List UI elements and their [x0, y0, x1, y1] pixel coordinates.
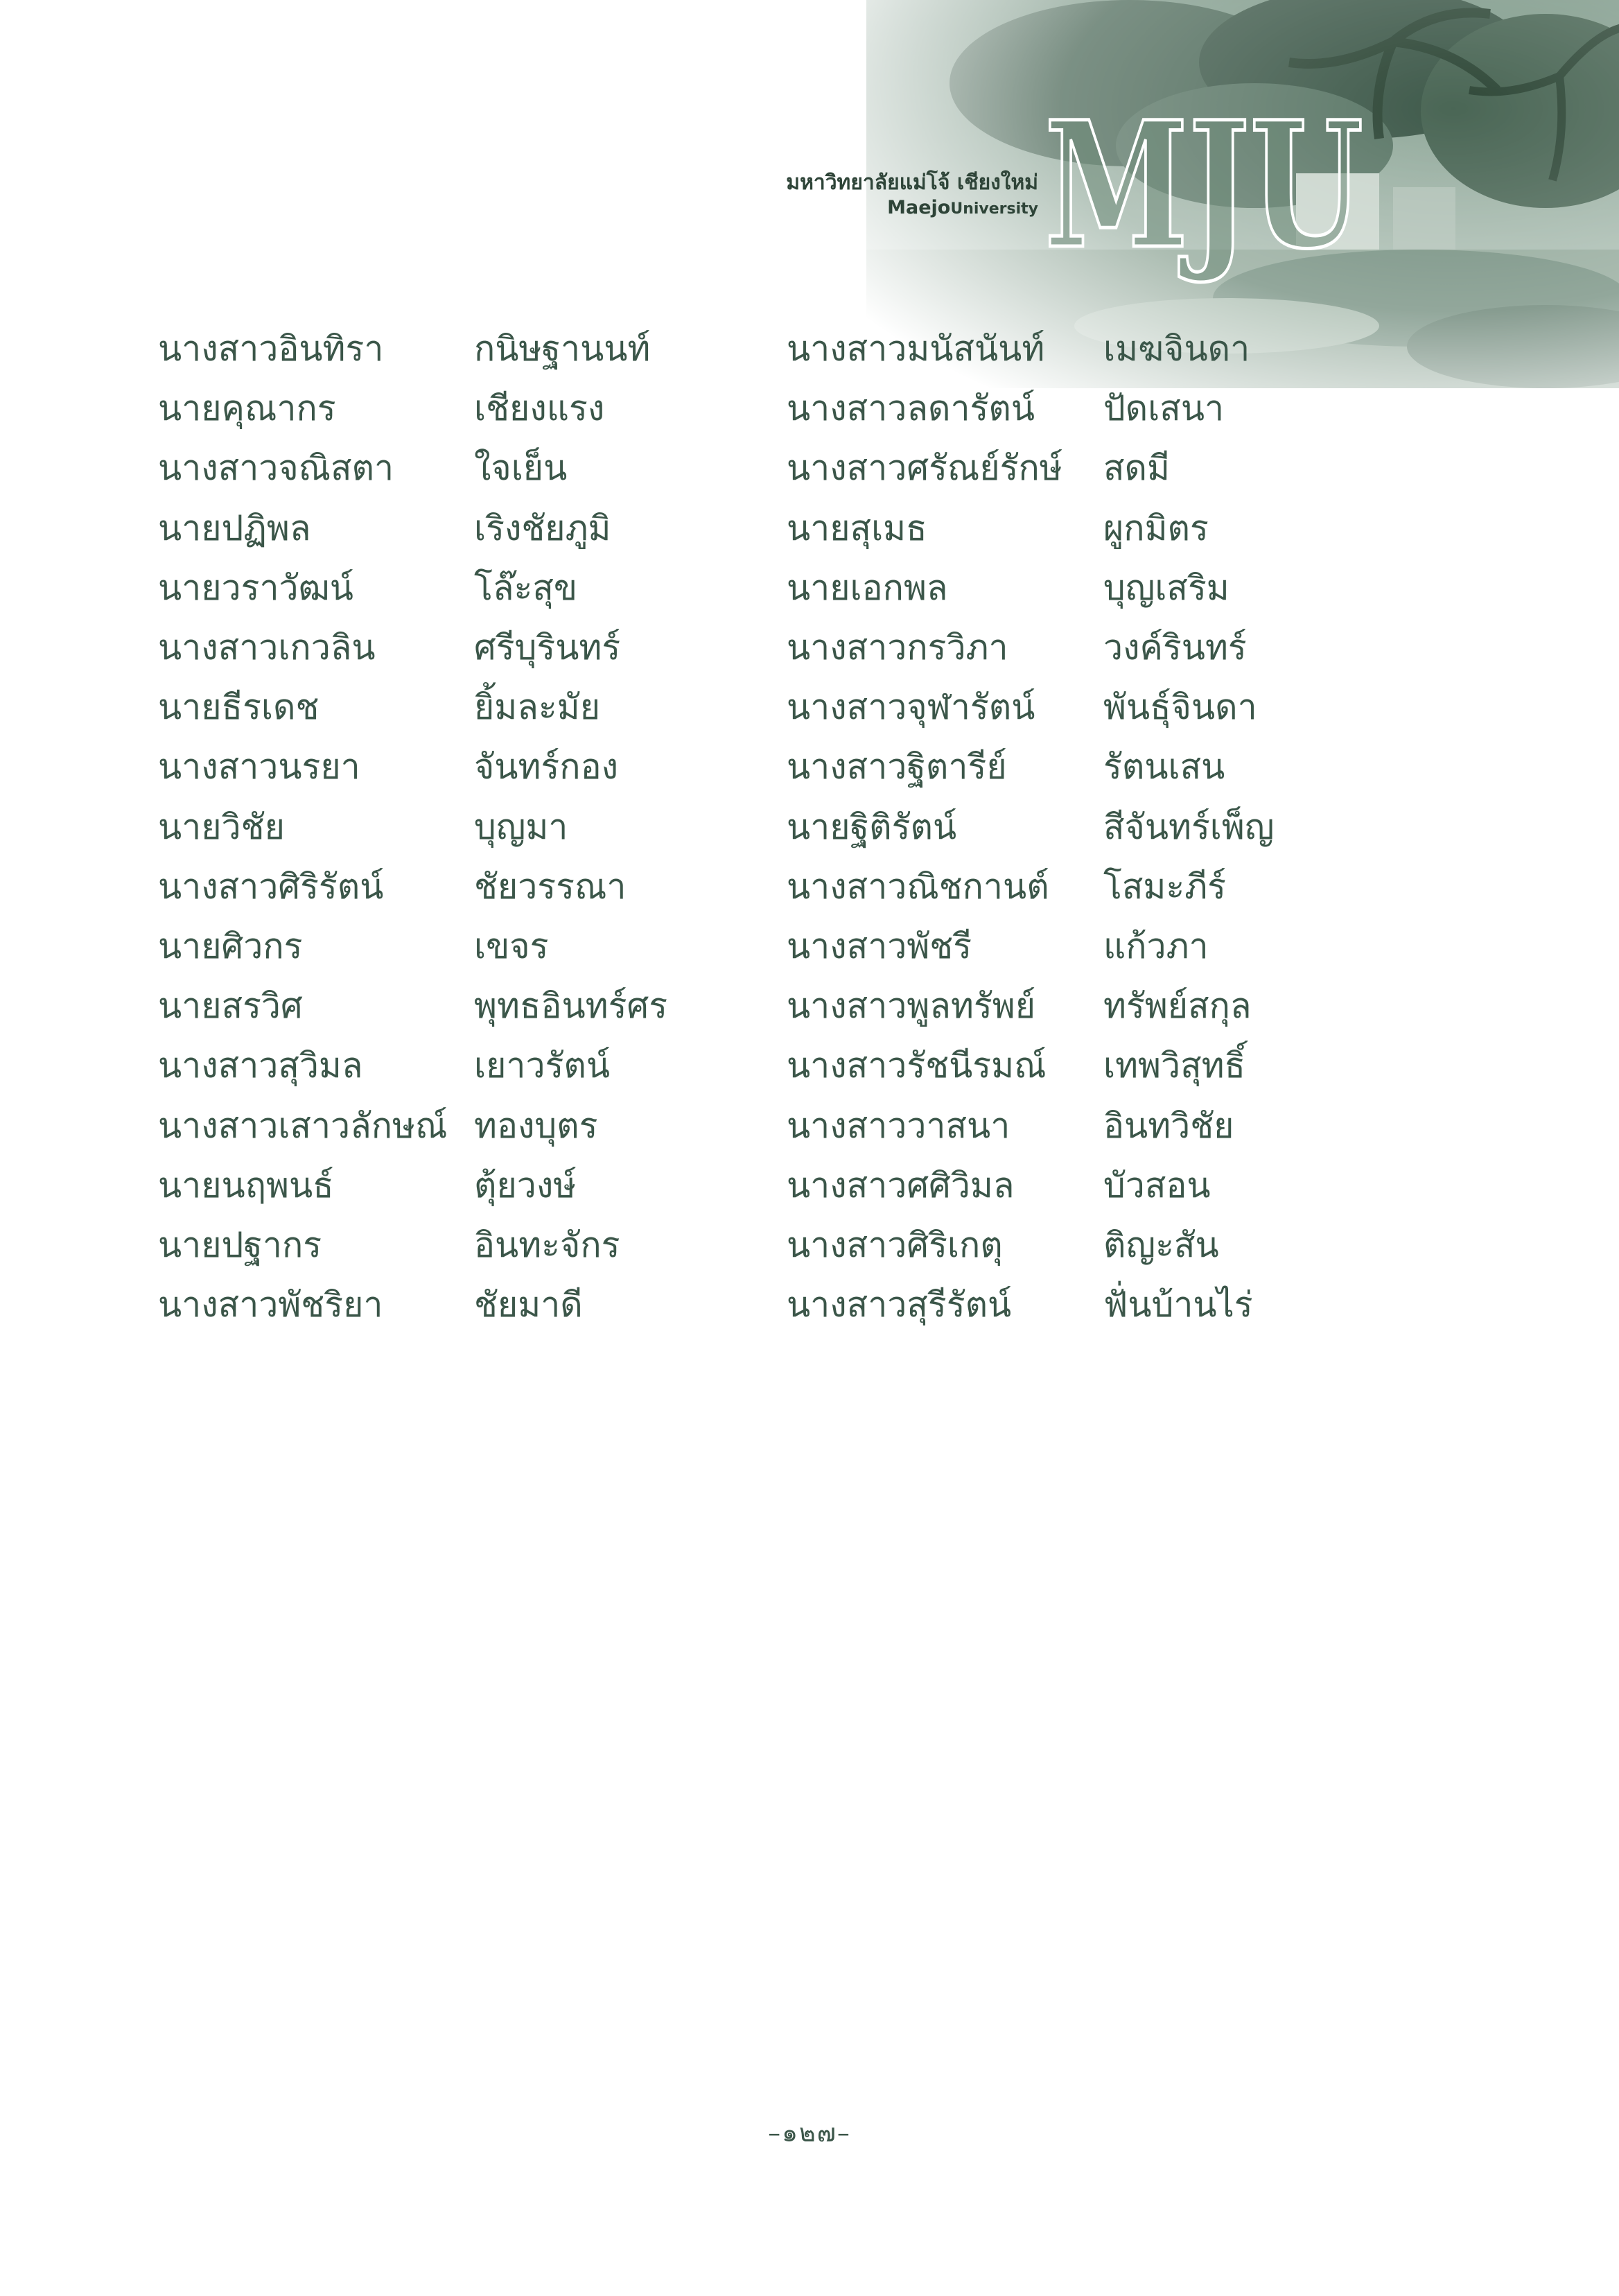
- surname: โล๊ะสุข: [474, 568, 578, 608]
- given-name: นายวราวัฒน์: [158, 568, 353, 608]
- given-name: นายนฤพนธ์: [158, 1165, 334, 1206]
- given-name: นางสาวอินทิรา: [158, 329, 384, 369]
- surname: ตุ้ยวงษ์: [474, 1165, 577, 1206]
- given-name: นางสาวกรวิภา: [787, 627, 1008, 668]
- surname: อินทวิชัย: [1103, 1106, 1234, 1146]
- surname: ปัดเสนา: [1103, 388, 1225, 428]
- given-name: นายเอกพล: [787, 568, 948, 608]
- surname: ศรีบุรินทร์: [474, 627, 621, 668]
- university-name-english-part2: University: [950, 200, 1038, 218]
- given-name: นางสาววาสนา: [787, 1106, 1010, 1146]
- given-name: นางสาวนรยา: [158, 747, 360, 787]
- given-name: นางสาวศิริเกตุ: [787, 1225, 1003, 1265]
- given-name: นางสาวพัชรี: [787, 926, 972, 966]
- given-name: นางสาวศศิวิมล: [787, 1165, 1015, 1206]
- given-name: นายวิชัย: [158, 807, 285, 847]
- mju-logo: [1044, 83, 1363, 287]
- surname: ฟั่นบ้านไร่: [1103, 1285, 1253, 1325]
- svg-text:MJU: MJU: [1044, 83, 1363, 287]
- given-name: นางสาวศรัณย์รักษ์: [787, 448, 1062, 488]
- surname: วงค์รินทร์: [1103, 627, 1247, 668]
- given-name: นายปฏิพล: [158, 508, 311, 548]
- surname: สีจันทร์เพ็ญ: [1103, 807, 1275, 847]
- given-name: นางสาวลดารัตน์: [787, 388, 1035, 428]
- given-name: นายปฐากร: [158, 1225, 322, 1265]
- surname: เยาวรัตน์: [474, 1045, 611, 1086]
- surname: กนิษฐานนท์: [474, 329, 651, 369]
- given-name: นางสาวรัชนีรมณ์: [787, 1045, 1047, 1086]
- given-name: นางสาวจุฬารัตน์: [787, 687, 1035, 727]
- given-name: นางสาวสุวิมล: [158, 1045, 363, 1086]
- given-name: นายสุเมธ: [787, 508, 927, 548]
- page-number: –๑๒๗–: [768, 2119, 851, 2148]
- surname: ทรัพย์สกุล: [1103, 986, 1252, 1026]
- surname: เริงชัยภูมิ: [474, 508, 611, 548]
- surname: รัตนเสน: [1103, 747, 1225, 787]
- university-name-english: [782, 197, 1038, 218]
- surname: ใจเย็น: [474, 448, 568, 488]
- given-name: นายคุณากร: [158, 388, 336, 428]
- surname: ทองบุตร: [474, 1106, 598, 1146]
- surname: เขจร: [474, 926, 549, 966]
- given-name: นางสาวฐิตารีย์: [787, 747, 1007, 787]
- surname: พุทธอินทร์ศร: [474, 986, 668, 1026]
- surname: บุญเสริม: [1103, 568, 1229, 608]
- surname: เชียงแรง: [474, 388, 605, 428]
- given-name: นางสาวจณิสตา: [158, 448, 394, 488]
- surname: พันธุ์จินดา: [1103, 687, 1257, 727]
- surname: บุญมา: [474, 807, 568, 847]
- given-name: นางสาวเกวลิน: [158, 627, 376, 668]
- given-name: นางสาวพัชริยา: [158, 1285, 383, 1325]
- university-name-thai: มหาวิทยาลัยแม่โจ้ เชียงใหม่: [786, 171, 1038, 195]
- surname: เทพวิสุทธิ์: [1103, 1045, 1246, 1086]
- surname: เมฆจินดา: [1103, 329, 1250, 369]
- given-name: นางสาวมนัสนันท์: [787, 329, 1045, 369]
- given-name: นางสาวณิชกานต์: [787, 867, 1049, 907]
- surname: บัวสอน: [1103, 1165, 1211, 1206]
- surname: ชัยมาดี: [474, 1285, 583, 1325]
- given-name: นายธีรเดช: [158, 687, 320, 727]
- given-name: นางสาวศิริรัตน์: [158, 867, 384, 907]
- surname: ติญะสัน: [1103, 1225, 1219, 1265]
- surname: สดมี: [1103, 448, 1170, 488]
- given-name: นายศิวกร: [158, 926, 303, 966]
- university-name-english-part1: Maejo: [887, 197, 951, 218]
- given-name: นายสรวิศ: [158, 986, 303, 1026]
- given-name: นายฐิติรัตน์: [787, 807, 957, 847]
- surname: แก้วภา: [1103, 926, 1209, 966]
- surname: ชัยวรรณา: [474, 867, 627, 907]
- surname: โสมะภีร์: [1103, 867, 1227, 907]
- given-name: นางสาวพูลทรัพย์: [787, 986, 1036, 1026]
- given-name: นางสาวสุรีรัตน์: [787, 1285, 1012, 1325]
- given-name: นางสาวเสาวลักษณ์: [158, 1106, 448, 1146]
- surname: ยิ้มละมัย: [474, 687, 601, 727]
- surname: จันทร์กอง: [474, 747, 619, 787]
- surname: อินทะจักร: [474, 1225, 620, 1265]
- surname: ผูกมิตร: [1103, 508, 1209, 548]
